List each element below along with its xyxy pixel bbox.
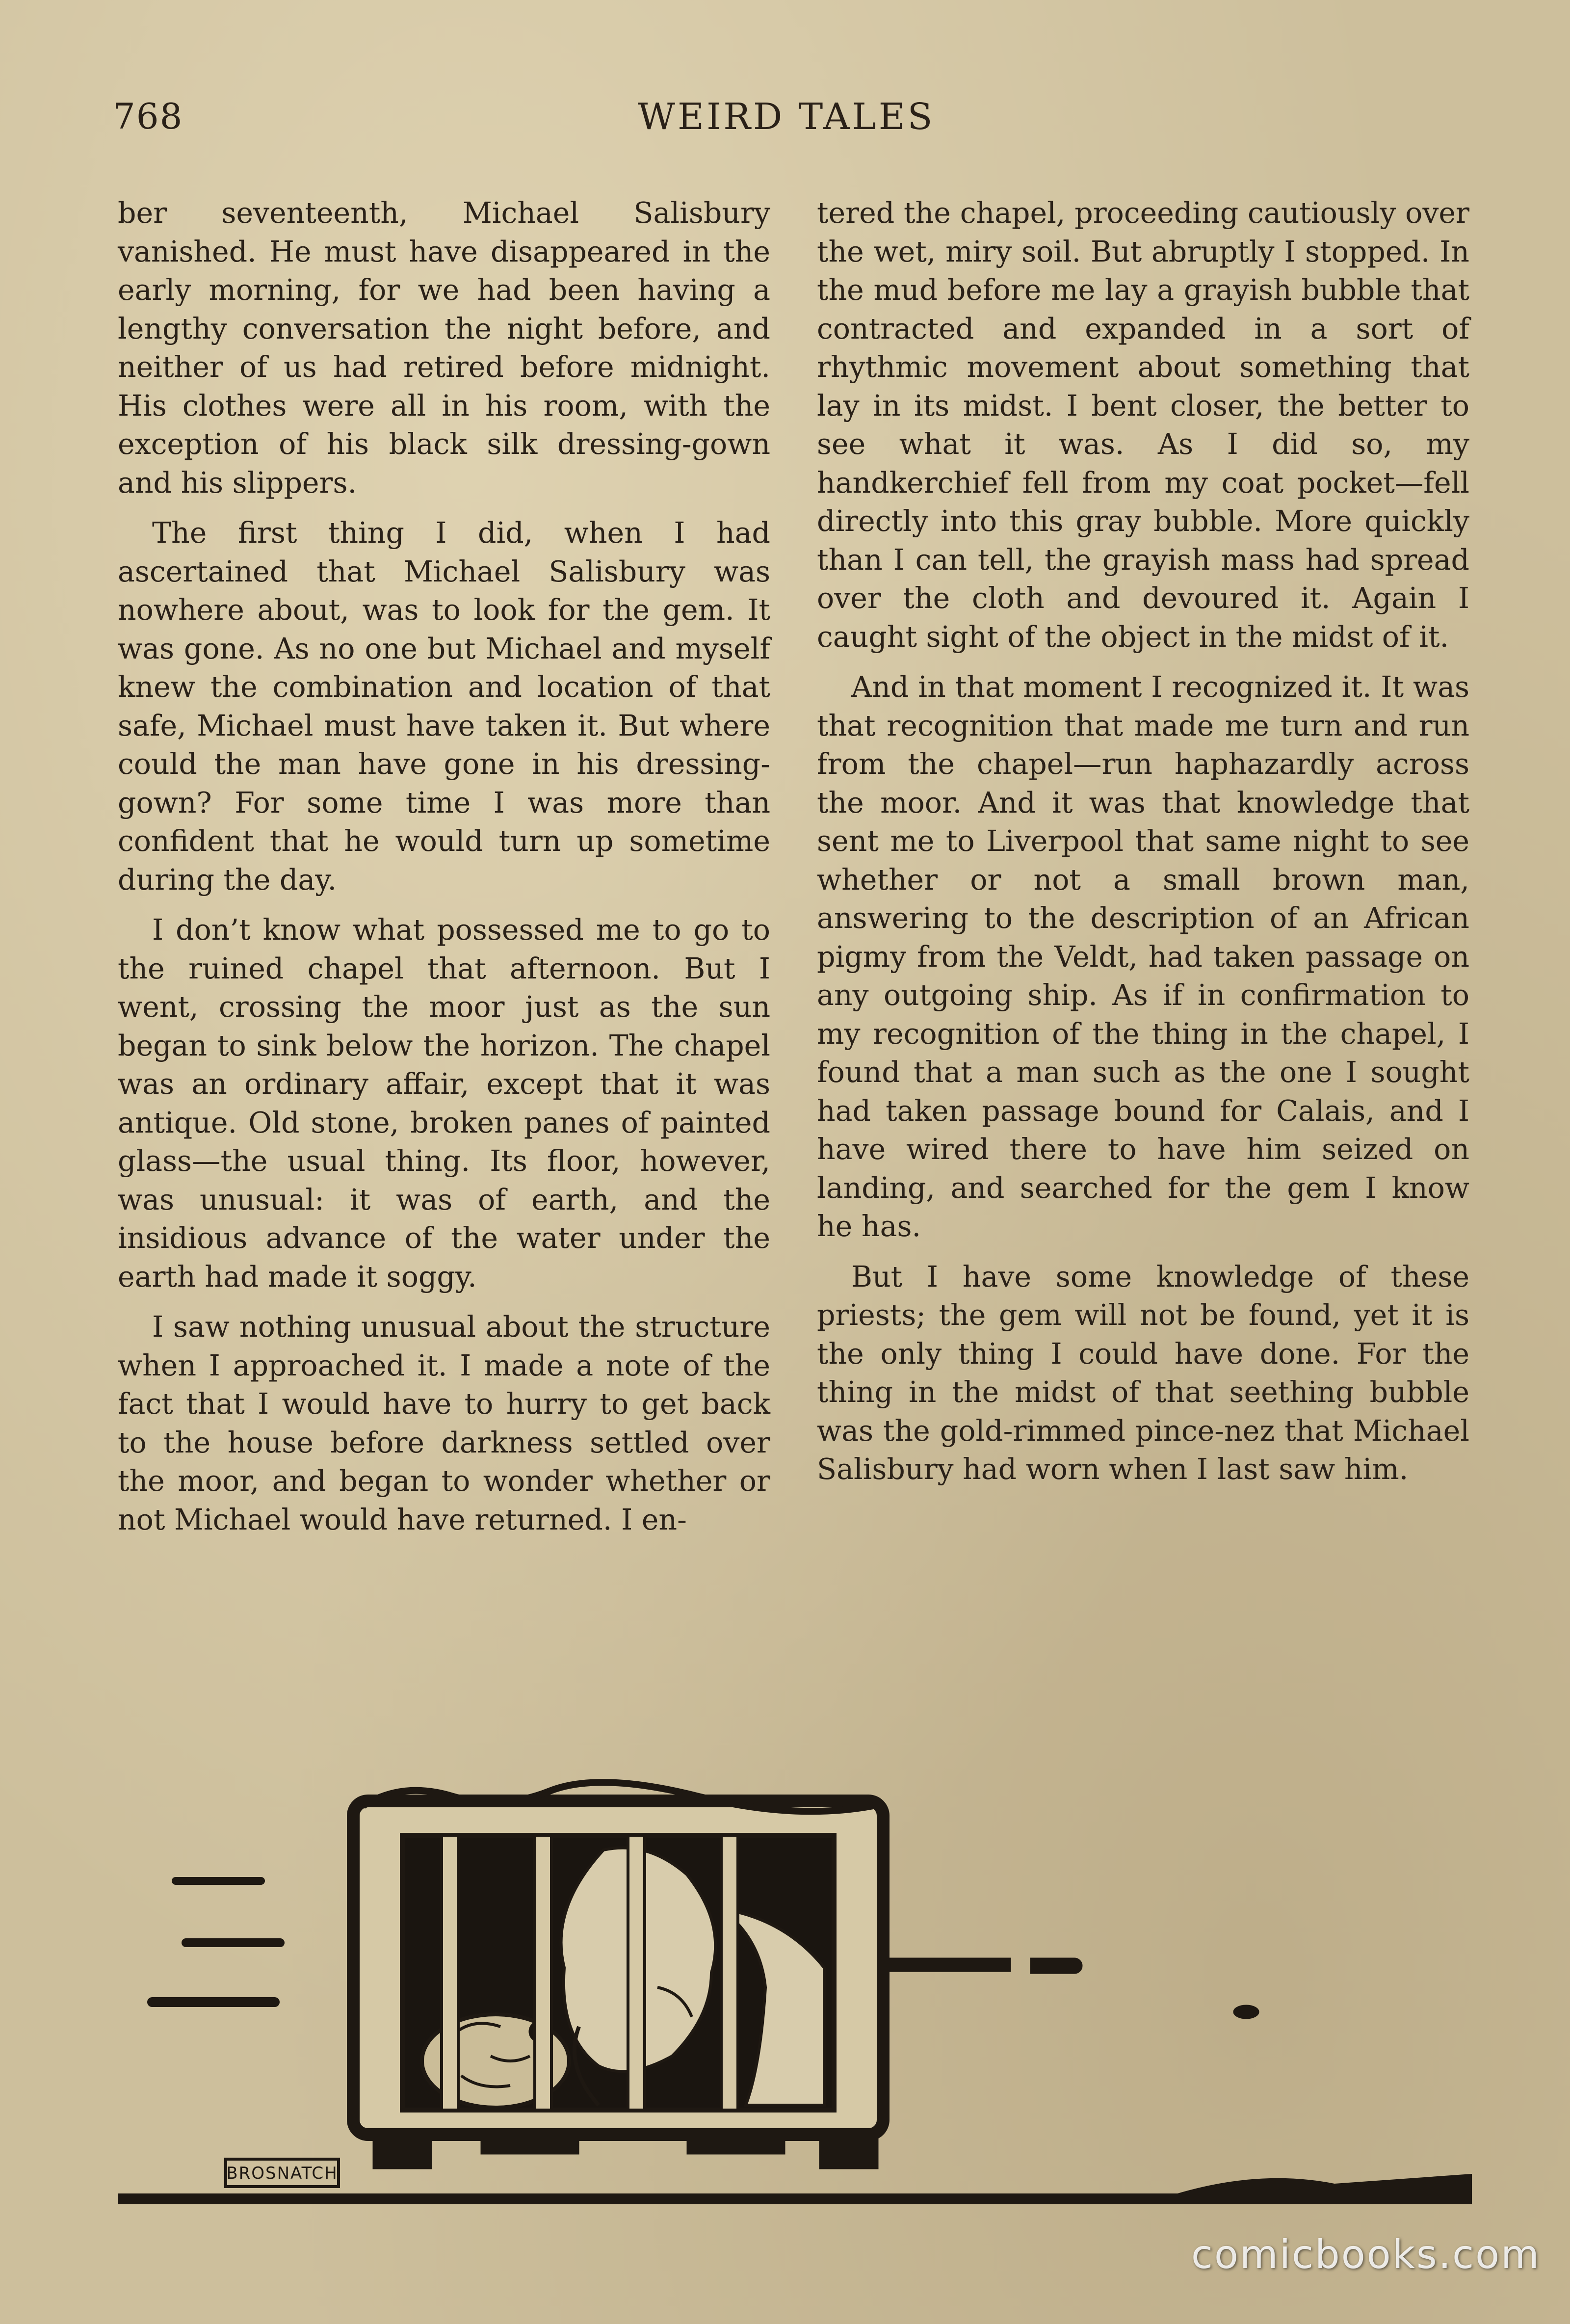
right-column [817,194,1469,1489]
paragraph: tered the chapel, proceeding cautiously over the wet, miry soil. But abruptly I stopped. In the mud before me lay a grayish bubble that contracted and expanded in a sort of rhythmic movement about something that lay in its midst. I bent closer, the better to see what it was. As I did so, my handkerchief fell from my coat pocket—fell directly into this gray bubble. More quickly than I can tell, the grayish mass had spread over the cloth and devoured it. Again I caught sight of the object in the midst of it. [817,196,1469,654]
watermark: comicbooks.com [1191,2232,1541,2277]
svg-text:BROSNATCH: BROSNATCH [226,2164,338,2183]
artist-signature [226,2159,339,2187]
paragraph: I don’t know what possessed me to go to the ruined chapel that afternoon. But I went, crossing the moor just as the sun began to sink below the horizon. The chapel was an ordinary affair, except that it was antique. Old stone, broken panes of painted glass—the usual thing. Its floor, however, was unusual: it was of earth, and the insidious advance of the water under the earth had made it soggy. [118,913,770,1294]
cage [353,1782,1259,2169]
left-column [118,194,770,1539]
cage-illustration [108,1762,1477,2228]
running-title: WEIRD TALES [638,96,935,138]
paragraph: But I have some knowledge of these priests; the gem will not be found, yet it is the only thing I could have done. For the thing in the midst of that seething bubble was the gold-rimmed pince-nez that Michael Salisbury had worn when I last saw him. [817,1260,1469,1486]
speed-lines [147,1877,285,2007]
page-header [113,96,1462,150]
paragraph: The first thing I did, when I had ascertained that Michael Salisbury was nowhere about, was to look for the gem. It was gone. As no one but Michael and myself knew the combination and location of that safe, Michael must have taken it. But where could the man have gone in his dressing-gown? For some time I was more than confident that he would turn up sometime during the day. [118,516,770,897]
page-number: 768 [113,96,183,137]
paragraph: And in that moment I recognized it. It was that recognition that made me turn and run from the chapel—run haphazardly across the moor. And it was that knowledge that sent me to Liverpool that same night to see whether or not a small brown man, answering to the description of an African pigmy from the Veldt, had taken passage on any outgoing ship. As if in confirmation to my recognition of the thing in the chapel, I found that a man such as the one I sought had taken passage bound for Calais, and I have wired there to have him seized on landing, and searched for the gem I know he has. [817,670,1469,1243]
paragraph: I saw nothing unusual about the structure when I approached it. I made a note of the fact that I would have to hurry to get back to the house before darkness settled over the moor, and began to wonder whether or not Michael would have returned. I en- [118,1310,770,1536]
paragraph: ber seventeenth, Michael Salisbury vanished. He must have disappeared in the early morning, for we had been having a lengthy conversation the night before, and neither of us had retired before midnight. His clothes were all in his room, with the exception of his black silk dressing-gown and his slippers. [118,196,770,500]
